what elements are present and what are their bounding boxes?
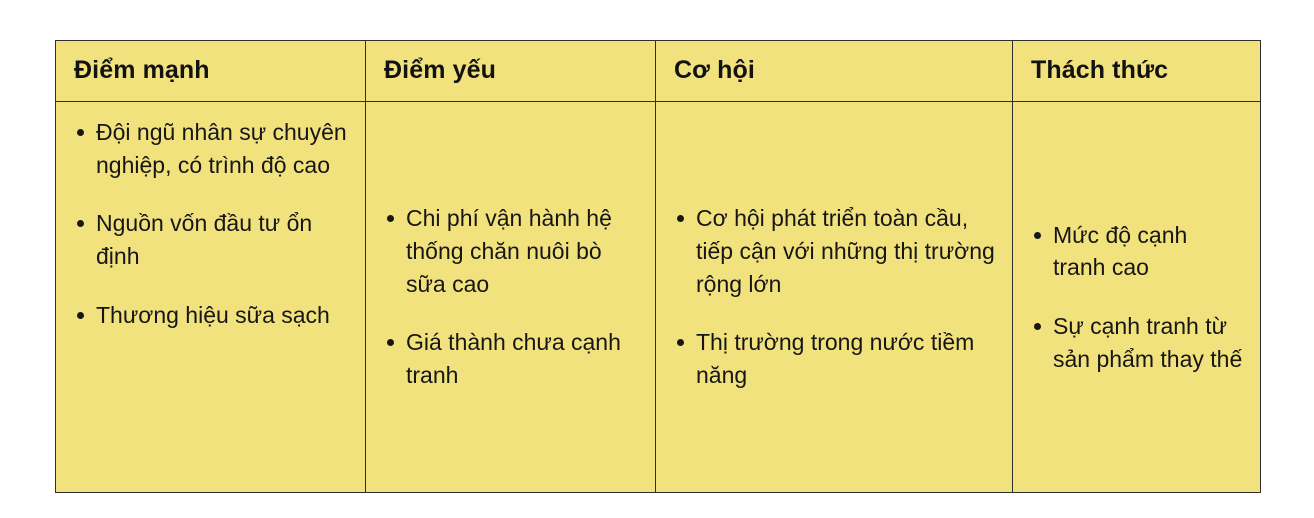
cell-threats xyxy=(1013,102,1261,493)
cell-opportunities xyxy=(656,102,1013,493)
column-header-strengths: Điểm mạnh xyxy=(56,41,366,102)
cell-strengths-inner xyxy=(56,102,365,492)
cell-threats-inner xyxy=(1013,102,1260,492)
column-header-weaknesses: Điểm yếu xyxy=(366,41,656,102)
column-header-threats: Thách thức xyxy=(1013,41,1261,102)
list-item: Cơ hội phát triển toàn cầu, tiếp cận với những thị trường rộng lớn xyxy=(666,202,998,300)
swot-table xyxy=(55,40,1261,493)
threats-list xyxy=(1023,219,1246,376)
table-row xyxy=(56,102,1261,493)
strengths-list xyxy=(66,116,351,331)
table-header-row xyxy=(56,41,1261,102)
list-item: Thị trường trong nước tiềm năng xyxy=(666,326,998,391)
cell-weaknesses-inner xyxy=(366,102,655,492)
weaknesses-list xyxy=(376,202,641,391)
table-body xyxy=(56,102,1261,493)
cell-opportunities-inner xyxy=(656,102,1012,492)
opportunities-list xyxy=(666,202,998,391)
cell-strengths xyxy=(56,102,366,493)
list-item: Nguồn vốn đầu tư ổn định xyxy=(66,207,351,272)
list-item: Mức độ cạnh tranh cao xyxy=(1023,219,1246,284)
list-item: Giá thành chưa cạnh tranh xyxy=(376,326,641,391)
list-item: Đội ngũ nhân sự chuyên nghiệp, có trình độ cao xyxy=(66,116,351,181)
list-item: Sự cạnh tranh từ sản phẩm thay thế xyxy=(1023,310,1246,375)
list-item: Chi phí vận hành hệ thống chăn nuôi bò sữa cao xyxy=(376,202,641,300)
list-item: Thương hiệu sữa sạch xyxy=(66,299,351,332)
column-header-opportunities: Cơ hội xyxy=(656,41,1013,102)
cell-weaknesses xyxy=(366,102,656,493)
